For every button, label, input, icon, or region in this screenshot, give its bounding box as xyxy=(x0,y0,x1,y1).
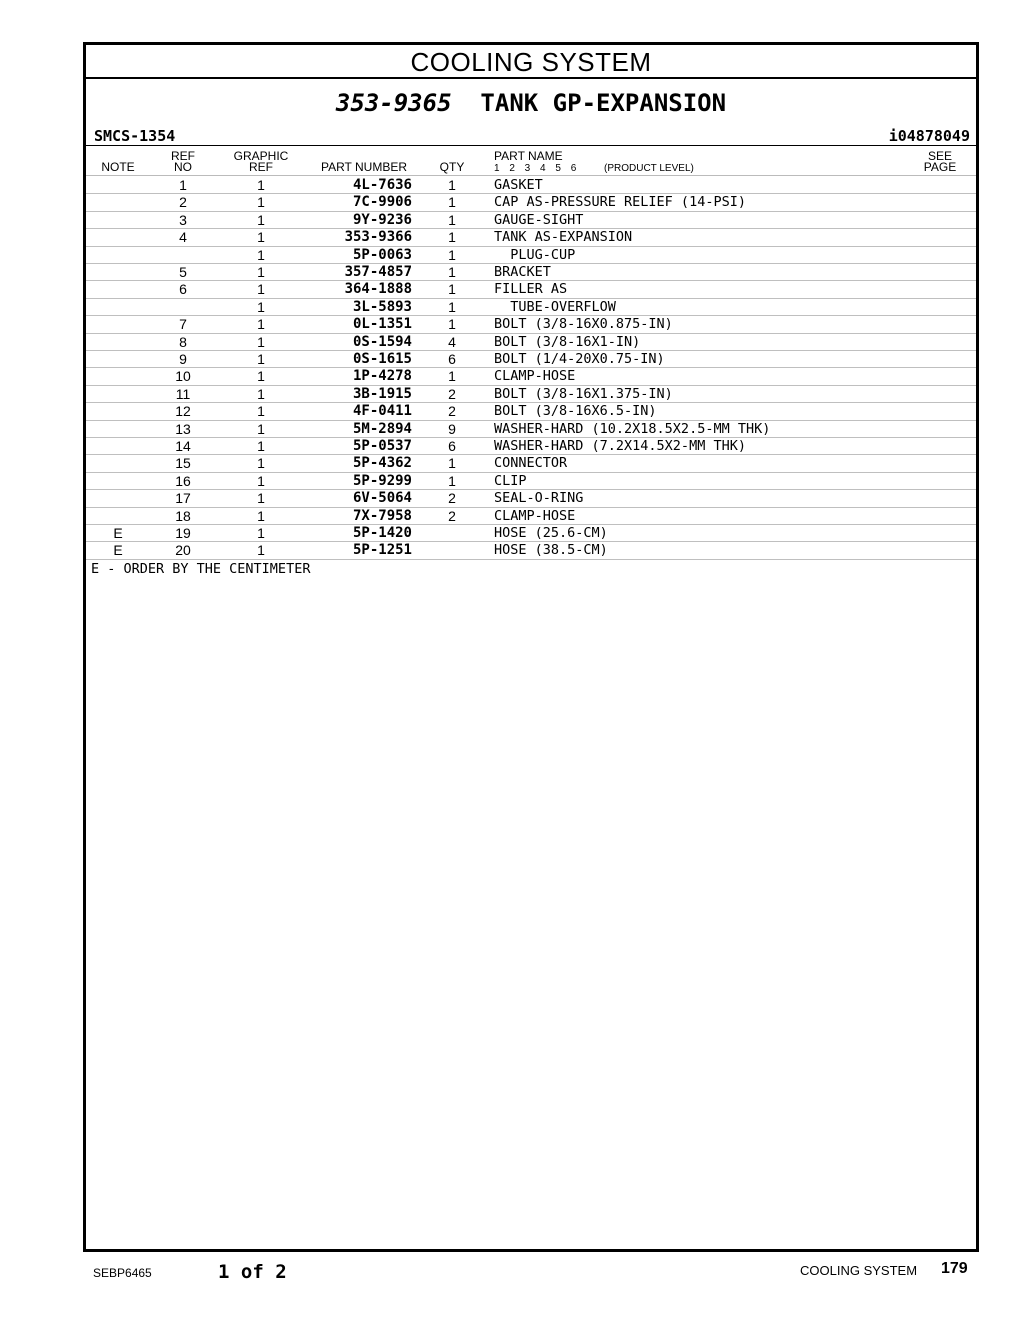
qty-cell: 6 xyxy=(448,351,456,367)
qty-cell: 1 xyxy=(448,177,456,193)
part-number-cell: 9Y-9236 xyxy=(352,211,412,228)
table-row xyxy=(86,298,976,316)
table-row xyxy=(86,333,976,351)
ref-no-cell: 8 xyxy=(179,333,187,350)
ref-no-cell: 11 xyxy=(175,385,191,402)
graphic-ref-cell: 1 xyxy=(257,385,265,402)
table-row xyxy=(86,437,976,455)
part-number-cell: 0S-1615 xyxy=(352,351,412,367)
table-row xyxy=(86,280,976,298)
ref-no-cell: 9 xyxy=(179,351,187,367)
footer-section: COOLING SYSTEM xyxy=(800,1263,918,1278)
part-number-cell: 5P-0063 xyxy=(352,246,412,263)
qty-cell: 2 xyxy=(448,507,456,524)
graphic-ref-cell: 1 xyxy=(257,455,265,472)
qty-cell: 1 xyxy=(448,264,456,280)
part-name-cell: SEAL-O-RING xyxy=(494,490,584,507)
graphic-ref-cell: 1 xyxy=(257,403,265,420)
graphic-ref-cell: 1 xyxy=(257,298,265,315)
table-row xyxy=(86,367,976,385)
header-see-page: SEE PAGE xyxy=(923,149,957,174)
graphic-ref-cell: 1 xyxy=(257,472,265,489)
part-name-cell: TUBE-OVERFLOW xyxy=(494,298,616,315)
header-ref-no: REF NO xyxy=(171,149,195,174)
part-name-cell: CONNECTOR xyxy=(494,455,568,472)
part-name-cell: HOSE (38.5-CM) xyxy=(494,542,608,559)
graphic-ref-cell: 1 xyxy=(257,507,265,524)
part-number-cell: 7C-9906 xyxy=(352,194,412,211)
part-number-cell: 4F-0411 xyxy=(352,403,412,420)
parts-page-frame xyxy=(83,42,979,1252)
graphic-ref-cell: 1 xyxy=(257,211,265,228)
part-number-cell: 0S-1594 xyxy=(352,333,412,350)
qty-cell: 2 xyxy=(448,385,456,402)
table-row xyxy=(86,472,976,490)
qty-cell: 1 xyxy=(448,211,456,228)
ref-no-cell: 12 xyxy=(175,403,191,420)
ref-no-cell: 6 xyxy=(179,281,187,298)
ref-no-cell: 14 xyxy=(175,438,191,454)
part-name-cell: GASKET xyxy=(494,177,543,193)
document-id: SEBP6465 xyxy=(93,1266,152,1280)
part-name-cell: BOLT (3/8-16X1-IN) xyxy=(494,333,641,350)
part-name-cell: TANK AS-EXPANSION xyxy=(494,229,633,246)
header-graphic-ref: GRAPHIC REF xyxy=(233,149,289,174)
ref-no-cell: 18 xyxy=(175,507,191,524)
part-number-cell: 0L-1351 xyxy=(352,316,412,333)
part-name-cell: BOLT (3/8-16X1.375-IN) xyxy=(494,385,673,402)
part-number-cell: 7X-7958 xyxy=(352,507,412,524)
graphic-ref-cell: 1 xyxy=(257,542,265,559)
table-row xyxy=(86,211,976,229)
header-qty: QTY xyxy=(439,160,465,174)
qty-cell: 4 xyxy=(448,333,456,350)
graphic-ref-cell: 1 xyxy=(257,525,265,541)
graphic-ref-cell: 1 xyxy=(257,229,265,246)
table-row xyxy=(86,541,976,559)
part-number-cell: 364-1888 xyxy=(344,281,412,298)
header-part-name: PART NAME xyxy=(494,149,563,163)
ref-no-cell: 16 xyxy=(175,472,191,489)
table-row xyxy=(86,507,976,525)
page-of: 1 of 2 xyxy=(218,1261,287,1283)
ref-no-cell: 13 xyxy=(175,420,191,437)
group-name: TANK GP-EXPANSION xyxy=(480,89,727,117)
table-row xyxy=(86,246,976,264)
note-cell: E xyxy=(113,525,123,541)
ref-no-cell: 1 xyxy=(179,177,187,193)
ref-no-cell: 7 xyxy=(179,316,187,333)
part-number-cell: 5P-9299 xyxy=(352,472,412,489)
graphic-ref-cell: 1 xyxy=(257,333,265,350)
ref-no-cell: 2 xyxy=(179,194,187,211)
qty-cell: 1 xyxy=(448,281,456,298)
ref-no-cell: 20 xyxy=(175,542,191,559)
part-number-cell: 1P-4278 xyxy=(352,368,412,385)
graphic-ref-cell: 1 xyxy=(257,368,265,385)
qty-cell: 9 xyxy=(448,420,456,437)
part-name-cell: CLAMP-HOSE xyxy=(494,507,576,524)
qty-cell: 1 xyxy=(448,455,456,472)
graphic-ref-cell: 1 xyxy=(257,264,265,280)
qty-cell: 1 xyxy=(448,298,456,315)
ref-no-cell: 5 xyxy=(179,264,187,280)
part-number-cell: 5P-4362 xyxy=(352,455,412,472)
smcs-code: SMCS-1354 xyxy=(94,127,176,145)
table-row xyxy=(86,315,976,333)
table-row xyxy=(86,524,976,542)
graphic-ref-cell: 1 xyxy=(257,177,265,193)
part-number-cell: 3B-1915 xyxy=(352,385,412,402)
table-row xyxy=(86,263,976,281)
part-number-cell: 5P-1420 xyxy=(352,525,412,541)
part-number-cell: 357-4857 xyxy=(344,264,412,280)
header-part-number: PART NUMBER xyxy=(320,160,407,174)
graphic-ref-cell: 1 xyxy=(257,438,265,454)
table-row xyxy=(86,385,976,403)
qty-cell: 2 xyxy=(448,403,456,420)
part-number-cell: 4L-7636 xyxy=(352,177,412,193)
graphic-ref-cell: 1 xyxy=(257,194,265,211)
part-name-cell: FILLER AS xyxy=(494,281,568,298)
header-product-level: (PRODUCT LEVEL) xyxy=(604,163,694,174)
graphic-ref-cell: 1 xyxy=(257,246,265,263)
table-row xyxy=(86,193,976,211)
table-row xyxy=(86,402,976,420)
qty-cell: 1 xyxy=(448,229,456,246)
part-name-cell: WASHER-HARD (7.2X14.5X2-MM THK) xyxy=(494,438,746,454)
qty-cell: 1 xyxy=(448,368,456,385)
group-part-number: 353-9365 xyxy=(335,89,452,117)
ref-no-cell: 4 xyxy=(179,229,187,246)
part-number-cell: 353-9366 xyxy=(344,229,412,246)
note-cell: E xyxy=(113,542,123,559)
ref-no-cell: 3 xyxy=(179,211,187,228)
part-name-cell: CLAMP-HOSE xyxy=(494,368,576,385)
illustration-id: i04878049 xyxy=(888,127,970,145)
part-number-cell: 6V-5064 xyxy=(352,490,412,507)
ref-no-cell: 17 xyxy=(175,490,191,507)
header-divider xyxy=(86,145,976,146)
qty-cell: 1 xyxy=(448,316,456,333)
footnote: E - ORDER BY THE CENTIMETER xyxy=(91,560,311,577)
part-name-cell: PLUG-CUP xyxy=(494,246,576,263)
table-row xyxy=(86,420,976,438)
qty-cell: 6 xyxy=(448,438,456,454)
section-title: COOLING SYSTEM xyxy=(86,45,976,79)
ref-no-cell: 15 xyxy=(175,455,191,472)
group-title xyxy=(86,89,976,117)
part-name-cell: GAUGE-SIGHT xyxy=(494,211,584,228)
part-name-cell: HOSE (25.6-CM) xyxy=(494,525,608,541)
part-number-cell: 3L-5893 xyxy=(352,298,412,315)
page-number: 179 xyxy=(941,1260,968,1277)
graphic-ref-cell: 1 xyxy=(257,281,265,298)
table-row xyxy=(86,350,976,368)
graphic-ref-cell: 1 xyxy=(257,490,265,507)
part-number-cell: 5M-2894 xyxy=(352,420,412,437)
part-name-cell: CLIP xyxy=(494,472,527,489)
ref-no-cell: 10 xyxy=(175,368,191,385)
table-row xyxy=(86,176,976,194)
graphic-ref-cell: 1 xyxy=(257,316,265,333)
header-levels: 1 2 3 4 5 6 xyxy=(494,163,577,174)
part-name-cell: BOLT (3/8-16X6.5-IN) xyxy=(494,403,657,420)
graphic-ref-cell: 1 xyxy=(257,351,265,367)
part-name-cell: BOLT (3/8-16X0.875-IN) xyxy=(494,316,673,333)
qty-cell: 1 xyxy=(448,472,456,489)
table-row xyxy=(86,454,976,472)
part-number-cell: 5P-1251 xyxy=(352,542,412,559)
table-row xyxy=(86,228,976,246)
header-note: NOTE xyxy=(101,160,135,174)
table-row xyxy=(86,489,976,507)
graphic-ref-cell: 1 xyxy=(257,420,265,437)
qty-cell: 2 xyxy=(448,490,456,507)
part-name-cell: BOLT (1/4-20X0.75-IN) xyxy=(494,351,665,367)
qty-cell: 1 xyxy=(448,246,456,263)
part-number-cell: 5P-0537 xyxy=(352,438,412,454)
qty-cell: 1 xyxy=(448,194,456,211)
part-name-cell: WASHER-HARD (10.2X18.5X2.5-MM THK) xyxy=(494,420,771,437)
part-name-cell: CAP AS-PRESSURE RELIEF (14-PSI) xyxy=(494,194,746,211)
ref-no-cell: 19 xyxy=(175,525,191,541)
part-name-cell: BRACKET xyxy=(494,264,551,280)
